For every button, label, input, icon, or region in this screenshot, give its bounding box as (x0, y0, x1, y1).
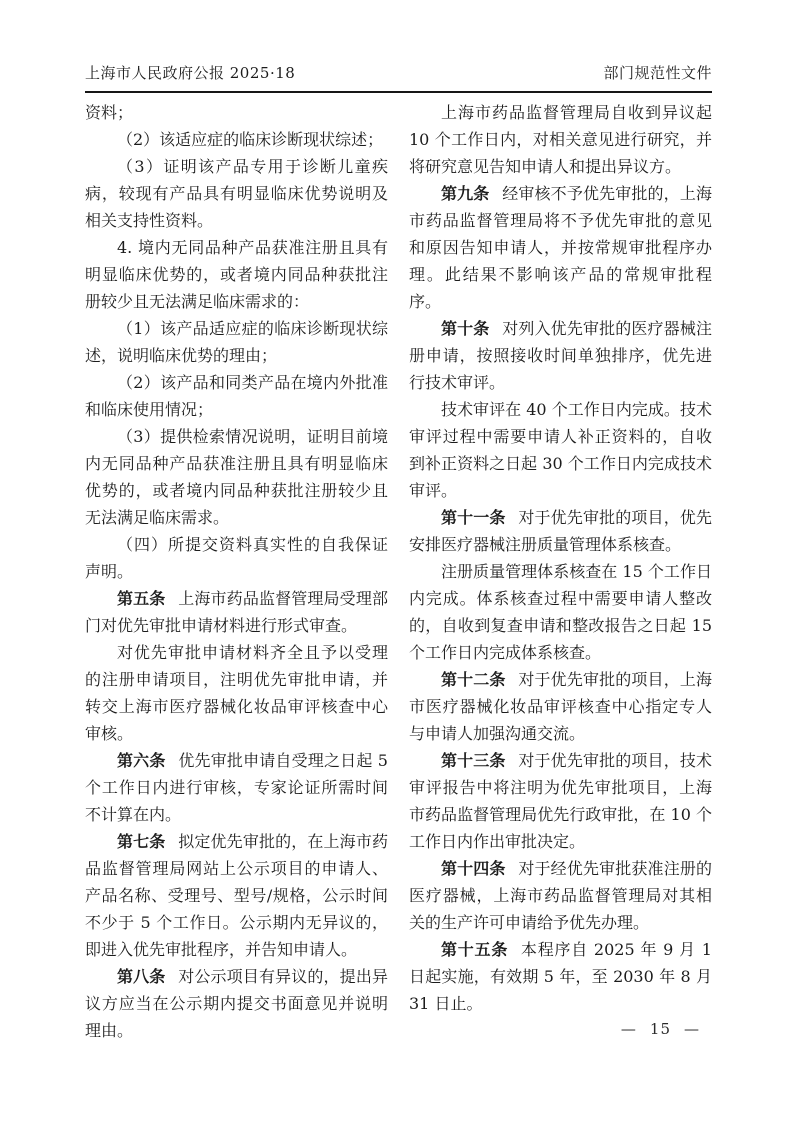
page-header (85, 62, 712, 83)
article-number: 第十五条 (441, 940, 509, 959)
paragraph: 对优先审批申请材料齐全且予以受理的注册申请项目，注明优先审批申请，并转交上海市医疗器械化妆品审评核查中心审核。 (85, 643, 388, 743)
page-number: 15 (649, 1020, 671, 1038)
paragraph: 技术审评在 40 个工作日内完成。技术审评过程中需要申请人补正资料的，自收到补正资料之日起 30 个工作日内完成技术审评。 (409, 400, 712, 500)
article-number: 第十条 (441, 319, 490, 338)
paragraph: 第十一条 对于优先审批的项目，优先安排医疗器械注册质量管理体系核查。 (409, 508, 712, 554)
footer-dash-left: — (620, 1020, 637, 1038)
document-body (85, 99, 712, 1044)
paragraph: 上海市药品监督管理局自收到异议起 10 个工作日内，对相关意见进行研究，并将研究意见告知申请人和提出异议方。 (409, 103, 712, 176)
paragraph: （四）所提交资料真实性的自我保证声明。 (85, 535, 388, 581)
footer-dash-right: — (684, 1020, 700, 1038)
paragraph: 第八条 对公示项目有异议的，提出异议方应当在公示期内提交书面意见并说明理由。 (85, 967, 388, 1040)
left-column (85, 99, 388, 1044)
paragraph: 第六条 优先审批申请自受理之日起 5 个工作日内进行审核，专家论证所需时间不计算在内。 (85, 751, 388, 824)
article-number: 第十二条 (441, 670, 506, 689)
paragraph: （2）该适应症的临床诊断现状综述； (117, 130, 384, 149)
section-label: 部门规范性文件 (603, 64, 712, 82)
paragraph: 4. 境内无同品种产品获准注册且具有明显临床优势的，或者境内同品种获批注册较少且无法满足临床需求的： (85, 238, 388, 311)
article-number: 第八条 (117, 967, 166, 986)
paragraph: 第十四条 对于经优先审批获准注册的医疗器械，上海市药品监督管理局对其相关的生产许可申请给予优先办理。 (409, 859, 712, 932)
paragraph: 注册质量管理体系核查在 15 个工作日内完成。体系核查过程中需要申请人整改的，自收到复查申请和整改报告之日起 15 个工作日内完成体系核查。 (409, 562, 712, 662)
paragraph: 第九条 经审核不予优先审批的，上海市药品监督管理局将不予优先审批的意见和原因告知申请人，并按常规审批程序办理。此结果不影响该产品的常规审批程序。 (409, 184, 712, 311)
paragraph: （3）证明该产品专用于诊断儿童疾病，较现有产品具有明显临床优势说明及相关支持性资料。 (85, 157, 388, 230)
header-divider (85, 91, 712, 93)
paragraph: （2）该产品和同类产品在境内外批准和临床使用情况； (85, 373, 388, 419)
gazette-title: 上海市人民政府公报 2025·18 (85, 64, 296, 82)
paragraph: 第十二条 对于优先审批的项目，上海市医疗器械化妆品审评核查中心指定专人与申请人加强沟通交流。 (409, 670, 712, 743)
article-number: 第七条 (117, 832, 166, 851)
paragraph: （3）提供检索情况说明，证明目前境内无同品种产品获准注册且具有明显临床优势的，或者境内同品种获批注册较少且无法满足临床需求。 (85, 427, 388, 527)
right-column (409, 99, 712, 1044)
paragraph: （1）该产品适应症的临床诊断现状综述，说明临床优势的理由； (85, 319, 388, 365)
article-number: 第六条 (117, 751, 166, 770)
article-number: 第十一条 (441, 508, 506, 527)
paragraph: 第七条 拟定优先审批的，在上海市药品监督管理局网站上公示项目的申请人、产品名称、受理号、型号/规格，公示时间不少于 5 个工作日。公示期内无异议的，即进入优先审批程序，并告知申请人。 (85, 832, 388, 959)
paragraph: 第十三条 对于优先审批的项目，技术审评报告中将注明为优先审批项目，上海市药品监督管理局优先行政审批，在 10 个工作日内作出审批决定。 (409, 751, 712, 851)
page-footer (621, 1020, 700, 1038)
paragraph: 资料； (85, 103, 134, 122)
article-number: 第十四条 (441, 859, 506, 878)
article-number: 第九条 (441, 184, 490, 203)
paragraph: 第五条 上海市药品监督管理局受理部门对优先审批申请材料进行形式审查。 (85, 589, 388, 635)
paragraph: 第十五条 本程序自 2025 年 9 月 1 日起实施，有效期 5 年，至 2030 年 8 月 31 日止。 (409, 940, 712, 1013)
article-number: 第十三条 (441, 751, 506, 770)
paragraph: 第十条 对列入优先审批的医疗器械注册申请，按照接收时间单独排序，优先进行技术审评。 (409, 319, 712, 392)
article-number: 第五条 (117, 589, 166, 608)
